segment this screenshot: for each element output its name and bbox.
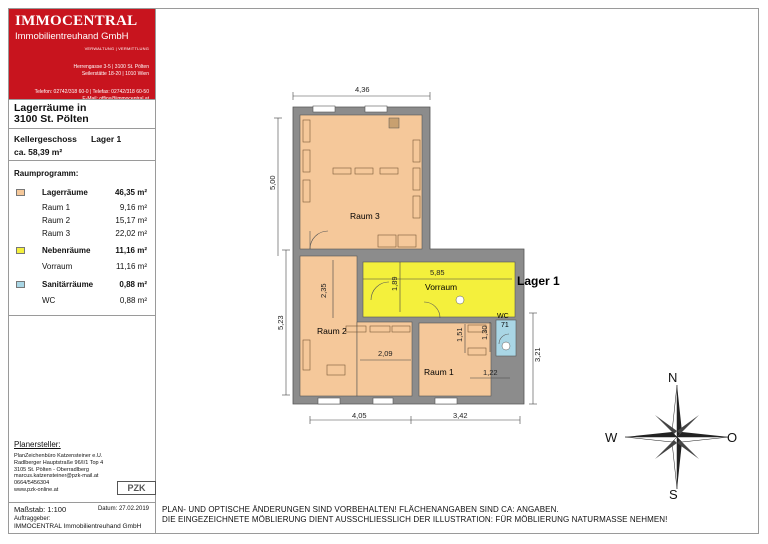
unit-label: Lager 1 [91,134,122,144]
unit-plan-label: Lager 1 [517,274,560,288]
group-name: Sanitärräume [42,280,94,289]
brand-subtitle: Immobilientreuhand GmbH [15,31,129,42]
planer-heading: Planersteller: [14,440,61,449]
brand-address-line: Seilerstätte 18-20 | 1010 Wien [81,71,149,77]
room-label-raum3: Raum 3 [350,211,380,221]
disclaimer-line: PLAN- UND OPTISCHE ÄNDERUNGEN SIND VORBEHALTEN! FLÄCHENANGABEN SIND CA: ANGABEN. [162,505,559,514]
program-heading: Raumprogramm: [14,169,79,178]
room-label-wc-number: 71 [501,322,509,329]
room-area: 9,16 m² [119,203,147,212]
planer-line: marcus.katzensteiner@pzk-mail.at [14,473,99,480]
floor-label: Kellergeschoss [14,134,77,144]
dim-r2-width: 2,09 [378,349,393,358]
planer-line: PlanZeichenbüro Katzensteiner e.U. [14,453,103,459]
dim-r1-height: 1,51 [455,327,464,342]
room-name: Vorraum [42,262,73,271]
dim-bottom-left: 4,05 [352,411,367,420]
room-name: Raum 2 [42,216,71,225]
raum2-floor-ext [357,322,412,396]
dim-right: 3,21 [533,347,542,362]
sink-icon [456,296,464,304]
disclaimer-line: DIE EINGEZEICHNETE MÖBLIERUNG DIENT AUSSCHLIESSLICH DER ILLUSTRATION: FÜR MÖBLIERUNG NATURMASSE NEHMEN! [162,515,668,524]
room-name: Raum 3 [42,229,71,238]
dim-vorraum-width: 5,85 [430,268,445,277]
total-area: ca. 58,39 m² [14,147,63,157]
group-total: 11,16 m² [115,246,147,255]
group-name: Nebenräume [42,246,91,255]
raum3-floor [300,115,422,249]
dim-left-lower: 5,23 [276,315,285,330]
client-name: IMMOCENTRAL Immobilientreuhand GmbH [14,523,142,530]
dim-top: 4,36 [355,85,370,94]
brand-name: IMMOCENTRAL [15,13,138,29]
brand-contact-line: E-Mail: office@immocentral.at [82,95,149,102]
dim-r1-width: 1,22 [483,368,498,377]
dim-wc-height: 1,30 [480,325,489,340]
room-area: 0,88 m² [119,296,147,305]
brand-contact-line: Telefon: 02742/318 60-0 | Telefax: 02742/318 60-50 [34,89,149,95]
planer-line: www.pzk-online.at [14,486,59,493]
room-label-vorraum: Vorraum [425,282,458,292]
compass-west: W [605,430,618,445]
room-area: 15,17 m² [115,216,147,225]
scale-label: Maßstab: 1:100 [14,505,67,514]
shaft [389,118,399,128]
planer-line: 0664/5456304 [14,480,50,487]
brand-services: VERWALTUNG | VERMITTLUNG [84,46,149,51]
compass-north: N [668,370,678,385]
dim-bottom-right: 3,42 [453,411,468,420]
room-label-raum1: Raum 1 [424,367,454,377]
dim-vorraum-height: 1,89 [390,276,399,291]
compass-east: O [727,430,738,445]
toilet-icon [502,342,510,350]
room-area: 22,02 m² [115,229,147,238]
date-label: Datum: 27.02.2019 [97,506,149,512]
group-total: 0,88 m² [119,280,147,289]
group-name: Lagerräume [42,188,88,197]
room-area: 11,16 m² [116,262,147,271]
brand-address-line: Herrengasse 3-5 | 3100 St. Pölten [73,64,149,70]
listing-title-line: 3100 St. Pölten [14,113,89,125]
dim-left-upper: 5,00 [268,175,277,190]
listing-title-line: Lagerräume in [14,102,87,114]
group-total: 46,35 m² [114,188,147,197]
pzk-logo: PZK [117,481,156,495]
planer-line: 3105 St. Pölten - Oberradlberg [14,466,89,473]
compass-south: S [669,487,678,502]
room-label-wc: WC [497,313,509,320]
compass [625,385,729,489]
client-label: Auftraggeber: [14,516,51,522]
room-name: WC [42,296,56,305]
room-label-raum2: Raum 2 [317,326,347,336]
dim-r2-height: 2,35 [319,283,328,298]
room-name: Raum 1 [42,203,71,212]
planer-line: Radlberger Hauptstraße 96/I/1 Top 4 [14,459,104,466]
